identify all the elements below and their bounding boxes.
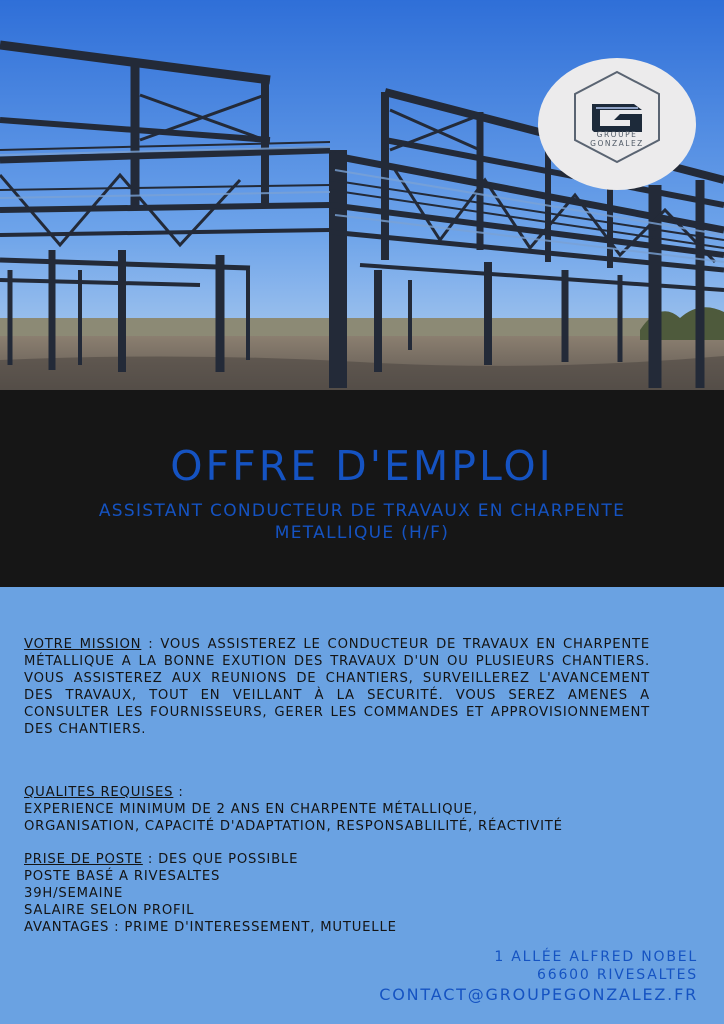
contact-city: 66600 RIVESALTES — [537, 967, 698, 983]
mission-label: VOTRE MISSION — [24, 637, 142, 652]
logo-text-line2: GONZALEZ — [590, 139, 644, 148]
contact-email[interactable]: CONTACT@GROUPEGONZALEZ.FR — [379, 985, 698, 1004]
qualites-section — [24, 784, 684, 835]
job-offer-title: OFFRE D'EMPLOI — [170, 442, 554, 490]
qualites-line-2: ORGANISATION, CAPACITÉ D'ADAPTATION, RESPONSABLILITÉ, RÉACTIVITÉ — [24, 819, 563, 834]
logo-text-line1: GROUPE — [596, 130, 638, 139]
poste-line-3: SALAIRE SELON PROFIL — [24, 903, 195, 918]
hexagon-g-logo-icon — [538, 58, 696, 190]
mission-section — [24, 636, 650, 738]
poste-line-2: 39H/SEMAINE — [24, 886, 124, 901]
job-title-subtitle — [20, 500, 704, 544]
title-band — [0, 390, 724, 587]
groupe-gonzalez-logo — [538, 58, 696, 190]
subtitle-line-2: METALLIQUE (H/F) — [274, 523, 450, 543]
subtitle-line-1: ASSISTANT CONDUCTEUR DE TRAVAUX EN CHARPENTE — [98, 501, 626, 521]
poste-line-1: POSTE BASÉ A RIVESALTES — [24, 869, 221, 884]
qualites-label-suffix: : — [173, 785, 184, 800]
poste-heading — [24, 851, 684, 868]
poste-label-value: : DES QUE POSSIBLE — [142, 852, 299, 867]
qualites-label: QUALITES REQUISES — [24, 785, 174, 800]
poste-section — [24, 851, 684, 936]
qualites-heading — [24, 784, 684, 801]
poste-line-4: AVANTAGES : PRIME D'INTERESSEMENT, MUTUELLE — [24, 920, 397, 935]
poste-label: PRISE DE POSTE — [24, 852, 143, 867]
header-photo-steel-frame — [0, 0, 724, 390]
qualites-line-1: EXPERIENCE MINIMUM DE 2 ANS EN CHARPENTE MÉTALLIQUE, — [24, 802, 478, 817]
contact-address: 1 ALLÉE ALFRED NOBEL — [494, 949, 698, 965]
contact-block — [379, 948, 698, 1006]
mission-text: : VOUS ASSISTEREZ LE CONDUCTEUR DE TRAVAUX EN CHARPENTE MÉTALLIQUE A LA BONNE EXUTION DES TRAVAUX D'UN OU PLUSIEURS CHANTIERS. VOUS ASSISTEREZ AUX REUNIONS DE CHANTIERS, SURVEILLEREZ L'AVANCEMENT DES TRAVAUX, TOUT EN VEILLANT À LA SECURITÉ. VOUS SEREZ AMENES A CONSULTER LES FOURNISSEURS, GERER LES COMMANDES ET APPROVISIONNEMENT DES CHANTIERS. — [24, 637, 650, 737]
